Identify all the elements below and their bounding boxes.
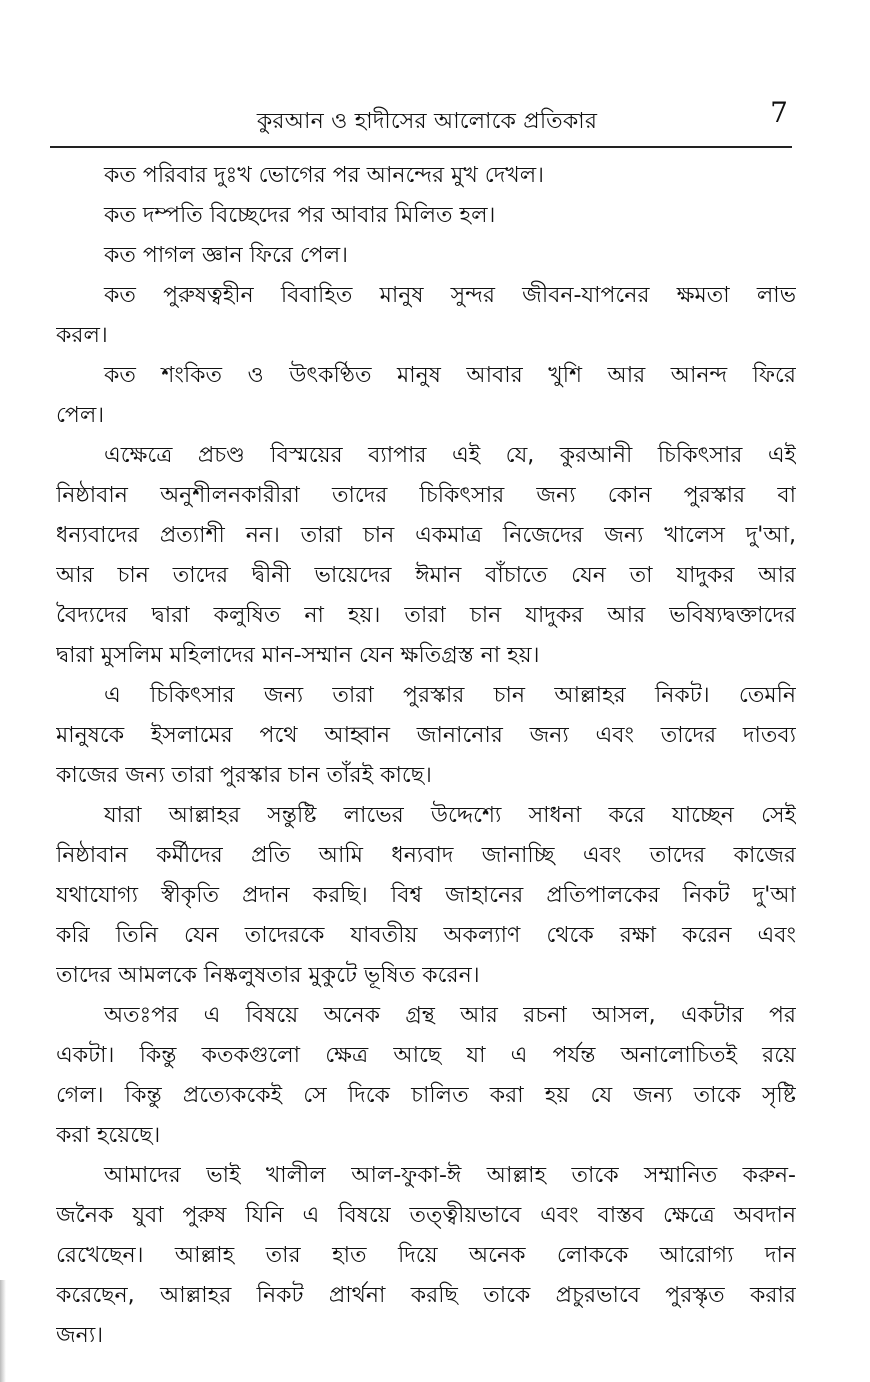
body-text: [56, 156, 796, 1356]
text-line: কত পুরুষত্বহীন বিবাহিত মানুষ সুন্দর জীবন-যাপনের ক্ষমতা লাভ: [104, 283, 796, 308]
text-line: এক্ষেত্রে প্রচণ্ড বিস্ময়ের ব্যাপার এই যে, কুরআনী চিকিৎসার এই: [104, 443, 796, 468]
text-line: কত পরিবার দুঃখ ভোগের পর আনন্দের মুখ দেখল।: [104, 163, 544, 188]
text-line: আর চান তাদের দ্বীনী ভায়েদের ঈমান বাঁচাতে যেন তা যাদুকর আর: [56, 563, 796, 588]
text-line: পেল।: [56, 403, 105, 428]
running-title: কুরআন ও হাদীসের আলোকে প্রতিকার: [256, 109, 598, 134]
text-line: নিষ্ঠাবান কর্মীদের প্রতি আমি ধন্যবাদ জানাচ্ছি এবং তাদের কাজের: [56, 843, 796, 868]
text-line: জন্য।: [56, 1323, 104, 1348]
text-line: করা হয়েছে।: [56, 1123, 161, 1148]
text-line: বৈদ্যদের দ্বারা কলুষিত না হয়। তারা চান যাদুকর আর ভবিষ্যদ্বক্তাদের: [56, 603, 796, 628]
text-line: ধন্যবাদের প্রত্যাশী নন। তারা চান একমাত্র নিজেদের জন্য খালেস দু'আ,: [56, 523, 796, 548]
text-line: কত শংকিত ও উৎকণ্ঠিত মানুষ আবার খুশি আর আনন্দ ফিরে: [104, 363, 796, 388]
text-line: কত দম্পতি বিচ্ছেদের পর আবার মিলিত হল।: [104, 203, 496, 228]
page-number: 7: [770, 96, 788, 129]
text-line: করল।: [56, 323, 108, 348]
text-line: কত পাগল জ্ঞান ফিরে পেল।: [104, 243, 348, 268]
text-line: আমাদের ভাই খালীল আল-ফুকা-ঈ আল্লাহ তাকে সম্মানিত করুন-: [104, 1163, 796, 1188]
text-line: করেছেন, আল্লাহর নিকট প্রার্থনা করছি তাকে প্রচুরভাবে পুরস্কৃত করার: [56, 1283, 796, 1308]
text-line: দ্বারা মুসলিম মহিলাদের মান-সম্মান যেন ক্ষতিগ্রস্ত না হয়।: [56, 643, 540, 668]
text-line: এ চিকিৎসার জন্য তারা পুরস্কার চান আল্লাহর নিকট। তেমনি: [104, 683, 796, 708]
text-line: জনৈক যুবা পুরুষ যিনি এ বিষয়ে তত্ত্বীয়ভাবে এবং বাস্তব ক্ষেত্রে অবদান: [56, 1203, 796, 1228]
text-line: নিষ্ঠাবান অনুশীলনকারীরা তাদের চিকিৎসার জন্য কোন পুরস্কার বা: [56, 483, 796, 508]
text-line: গেল। কিন্তু প্রত্যেককেই সে দিকে চালিত করা হয় যে জন্য তাকে সৃষ্টি: [56, 1083, 796, 1108]
text-line: করি তিনি যেন তাদেরকে যাবতীয় অকল্যাণ থেকে রক্ষা করেন এবং: [56, 923, 796, 948]
text-line: যারা আল্লাহর সন্তুষ্টি লাভের উদ্দেশ্যে সাধনা করে যাচ্ছেন সেই: [104, 803, 796, 828]
text-line: মানুষকে ইসলামের পথে আহ্বান জানানোর জন্য এবং তাদের দাতব্য: [56, 723, 796, 748]
text-line: কাজের জন্য তারা পুরস্কার চান তাঁরই কাছে।: [56, 763, 432, 788]
text-line: রেখেছেন। আল্লাহ তার হাত দিয়ে অনেক লোককে আরোগ্য দান: [56, 1243, 796, 1268]
text-line: তাদের আমলকে নিষ্কলুষতার মুকুটে ভূষিত করেন।: [56, 963, 480, 988]
text-line: অতঃপর এ বিষয়ে অনেক গ্রন্থ আর রচনা আসল, একটার পর: [104, 1003, 796, 1028]
page-header: [48, 96, 806, 140]
text-line: যথাযোগ্য স্বীকৃতি প্রদান করছি। বিশ্ব জাহানের প্রতিপালকের নিকট দু'আ: [56, 883, 796, 908]
header-rule: [50, 146, 792, 148]
text-line: একটা। কিন্তু কতকগুলো ক্ষেত্র আছে যা এ পর্যন্ত অনালোচিতই রয়ে: [56, 1043, 796, 1068]
page-edge-shadow: [0, 1280, 6, 1382]
